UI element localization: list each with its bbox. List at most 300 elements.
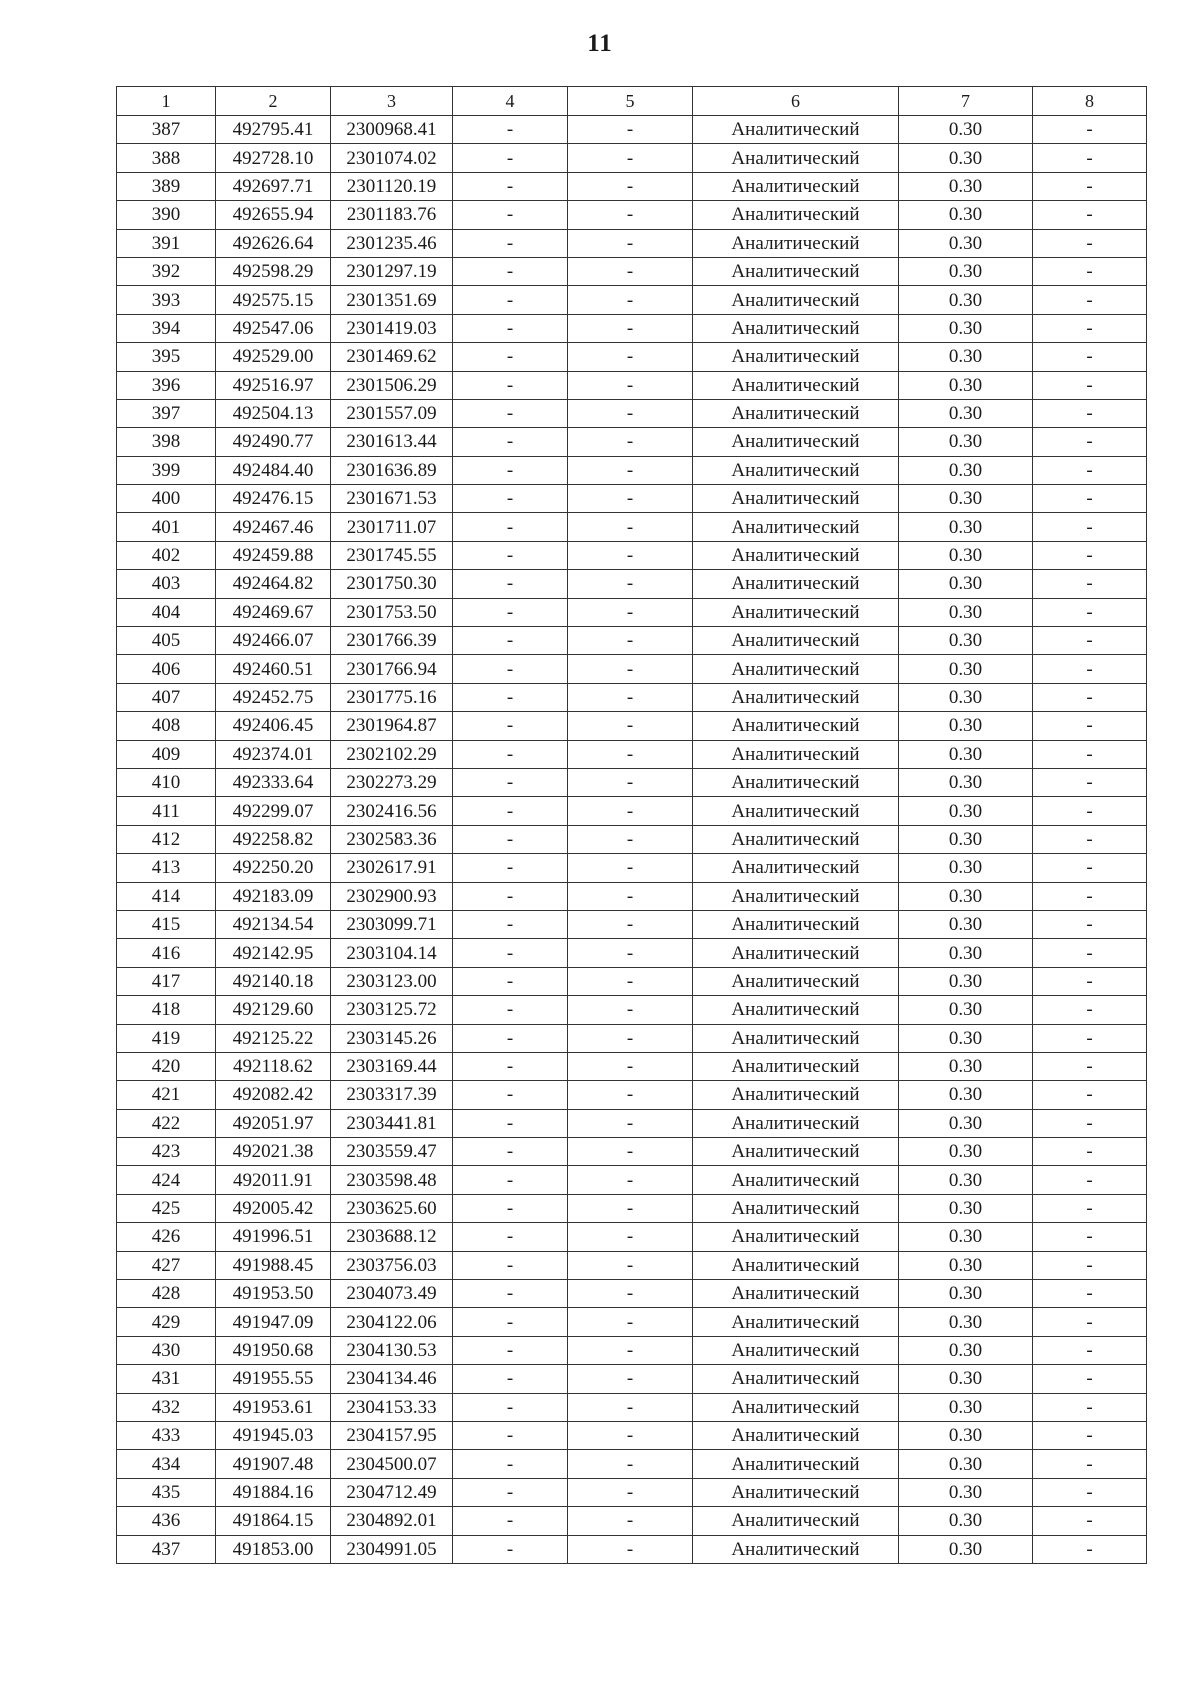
cell-accuracy: 0.30 <box>899 1421 1033 1449</box>
cell-method: Аналитический <box>693 343 899 371</box>
cell-coordinate-x: 492140.18 <box>216 967 331 995</box>
cell-coordinate-y: 2303441.81 <box>331 1109 453 1137</box>
cell-method: Аналитический <box>693 570 899 598</box>
cell-col-8-value: - <box>1033 768 1147 796</box>
cell-coordinate-x: 492504.13 <box>216 399 331 427</box>
header-row <box>117 87 1147 116</box>
table-row <box>117 371 1147 399</box>
cell-col-5-value: - <box>568 882 693 910</box>
cell-accuracy: 0.30 <box>899 144 1033 172</box>
cell-point-number: 396 <box>117 371 216 399</box>
cell-col-4-value: - <box>453 712 568 740</box>
table-row <box>117 655 1147 683</box>
cell-coordinate-y: 2303625.60 <box>331 1194 453 1222</box>
table-row <box>117 513 1147 541</box>
cell-col-8-value: - <box>1033 967 1147 995</box>
table-row <box>117 257 1147 285</box>
cell-col-4-value: - <box>453 1223 568 1251</box>
table-row <box>117 1223 1147 1251</box>
cell-coordinate-y: 2302273.29 <box>331 768 453 796</box>
cell-accuracy: 0.30 <box>899 399 1033 427</box>
cell-method: Аналитический <box>693 712 899 740</box>
cell-col-8-value: - <box>1033 1138 1147 1166</box>
table-row <box>117 1109 1147 1137</box>
table-row <box>117 1052 1147 1080</box>
table-row <box>117 456 1147 484</box>
cell-col-5-value: - <box>568 1109 693 1137</box>
cell-col-8-value: - <box>1033 371 1147 399</box>
cell-accuracy: 0.30 <box>899 314 1033 342</box>
cell-col-4-value: - <box>453 939 568 967</box>
cell-col-5-value: - <box>568 229 693 257</box>
cell-point-number: 401 <box>117 513 216 541</box>
cell-col-8-value: - <box>1033 399 1147 427</box>
table-row <box>117 229 1147 257</box>
cell-col-5-value: - <box>568 1535 693 1563</box>
cell-method: Аналитический <box>693 286 899 314</box>
cell-method: Аналитический <box>693 485 899 513</box>
cell-point-number: 393 <box>117 286 216 314</box>
cell-point-number: 397 <box>117 399 216 427</box>
cell-method: Аналитический <box>693 229 899 257</box>
cell-point-number: 404 <box>117 598 216 626</box>
cell-method: Аналитический <box>693 598 899 626</box>
cell-point-number: 417 <box>117 967 216 995</box>
cell-col-4-value: - <box>453 1280 568 1308</box>
cell-col-5-value: - <box>568 314 693 342</box>
cell-coordinate-x: 491950.68 <box>216 1336 331 1364</box>
cell-col-4-value: - <box>453 1251 568 1279</box>
cell-accuracy: 0.30 <box>899 797 1033 825</box>
cell-coordinate-y: 2302583.36 <box>331 825 453 853</box>
cell-method: Аналитический <box>693 1365 899 1393</box>
cell-col-5-value: - <box>568 939 693 967</box>
cell-coordinate-x: 491864.15 <box>216 1507 331 1535</box>
page-number: 11 <box>587 30 613 57</box>
cell-col-4-value: - <box>453 371 568 399</box>
cell-coordinate-x: 492134.54 <box>216 910 331 938</box>
cell-coordinate-x: 491945.03 <box>216 1421 331 1449</box>
cell-col-4-value: - <box>453 485 568 513</box>
cell-col-8-value: - <box>1033 882 1147 910</box>
cell-point-number: 430 <box>117 1336 216 1364</box>
cell-point-number: 414 <box>117 882 216 910</box>
cell-coordinate-y: 2301419.03 <box>331 314 453 342</box>
cell-col-5-value: - <box>568 1081 693 1109</box>
cell-col-4-value: - <box>453 201 568 229</box>
cell-col-5-value: - <box>568 598 693 626</box>
cell-coordinate-x: 492082.42 <box>216 1081 331 1109</box>
cell-method: Аналитический <box>693 1194 899 1222</box>
cell-method: Аналитический <box>693 1450 899 1478</box>
cell-coordinate-y: 2301297.19 <box>331 257 453 285</box>
cell-col-8-value: - <box>1033 1507 1147 1535</box>
cell-col-4-value: - <box>453 1393 568 1421</box>
cell-accuracy: 0.30 <box>899 1138 1033 1166</box>
cell-accuracy: 0.30 <box>899 655 1033 683</box>
cell-col-4-value: - <box>453 286 568 314</box>
cell-coordinate-x: 492183.09 <box>216 882 331 910</box>
cell-point-number: 419 <box>117 1024 216 1052</box>
cell-coordinate-x: 492142.95 <box>216 939 331 967</box>
cell-coordinate-x: 492299.07 <box>216 797 331 825</box>
cell-accuracy: 0.30 <box>899 1535 1033 1563</box>
cell-method: Аналитический <box>693 399 899 427</box>
cell-method: Аналитический <box>693 1280 899 1308</box>
table-row <box>117 1166 1147 1194</box>
cell-coordinate-x: 492464.82 <box>216 570 331 598</box>
cell-method: Аналитический <box>693 144 899 172</box>
table-row <box>117 1421 1147 1449</box>
cell-col-4-value: - <box>453 768 568 796</box>
cell-col-8-value: - <box>1033 116 1147 144</box>
cell-col-8-value: - <box>1033 201 1147 229</box>
column-header-4: 4 <box>453 87 568 116</box>
cell-method: Аналитический <box>693 967 899 995</box>
cell-col-8-value: - <box>1033 1280 1147 1308</box>
cell-coordinate-x: 491947.09 <box>216 1308 331 1336</box>
cell-point-number: 390 <box>117 201 216 229</box>
cell-col-5-value: - <box>568 627 693 655</box>
table-row <box>117 740 1147 768</box>
cell-col-4-value: - <box>453 1024 568 1052</box>
cell-point-number: 392 <box>117 257 216 285</box>
cell-col-4-value: - <box>453 1109 568 1137</box>
cell-point-number: 411 <box>117 797 216 825</box>
cell-col-8-value: - <box>1033 825 1147 853</box>
cell-col-5-value: - <box>568 797 693 825</box>
cell-method: Аналитический <box>693 541 899 569</box>
cell-accuracy: 0.30 <box>899 1081 1033 1109</box>
cell-accuracy: 0.30 <box>899 939 1033 967</box>
cell-method: Аналитический <box>693 1478 899 1506</box>
cell-method: Аналитический <box>693 1507 899 1535</box>
cell-method: Аналитический <box>693 1138 899 1166</box>
cell-coordinate-x: 492250.20 <box>216 854 331 882</box>
cell-coordinate-y: 2301183.76 <box>331 201 453 229</box>
cell-col-5-value: - <box>568 655 693 683</box>
cell-col-5-value: - <box>568 1393 693 1421</box>
cell-coordinate-x: 492452.75 <box>216 683 331 711</box>
cell-coordinate-y: 2301636.89 <box>331 456 453 484</box>
table-row <box>117 286 1147 314</box>
cell-col-5-value: - <box>568 1308 693 1336</box>
cell-point-number: 424 <box>117 1166 216 1194</box>
table-row <box>117 967 1147 995</box>
cell-col-5-value: - <box>568 768 693 796</box>
table-row <box>117 1478 1147 1506</box>
cell-coordinate-y: 2302102.29 <box>331 740 453 768</box>
cell-point-number: 437 <box>117 1535 216 1563</box>
cell-col-8-value: - <box>1033 1308 1147 1336</box>
cell-method: Аналитический <box>693 740 899 768</box>
cell-accuracy: 0.30 <box>899 910 1033 938</box>
cell-col-4-value: - <box>453 513 568 541</box>
cell-accuracy: 0.30 <box>899 768 1033 796</box>
cell-point-number: 387 <box>117 116 216 144</box>
cell-point-number: 432 <box>117 1393 216 1421</box>
cell-accuracy: 0.30 <box>899 456 1033 484</box>
cell-coordinate-y: 2301671.53 <box>331 485 453 513</box>
cell-col-4-value: - <box>453 456 568 484</box>
table-row <box>117 996 1147 1024</box>
cell-col-8-value: - <box>1033 655 1147 683</box>
cell-col-4-value: - <box>453 428 568 456</box>
cell-point-number: 412 <box>117 825 216 853</box>
cell-col-4-value: - <box>453 541 568 569</box>
cell-col-8-value: - <box>1033 485 1147 513</box>
cell-accuracy: 0.30 <box>899 996 1033 1024</box>
table-row <box>117 1450 1147 1478</box>
cell-col-4-value: - <box>453 1194 568 1222</box>
cell-point-number: 408 <box>117 712 216 740</box>
table-row <box>117 399 1147 427</box>
cell-accuracy: 0.30 <box>899 541 1033 569</box>
cell-col-5-value: - <box>568 1450 693 1478</box>
cell-col-5-value: - <box>568 1052 693 1080</box>
cell-method: Аналитический <box>693 1166 899 1194</box>
cell-point-number: 405 <box>117 627 216 655</box>
cell-coordinate-y: 2303169.44 <box>331 1052 453 1080</box>
cell-point-number: 400 <box>117 485 216 513</box>
cell-col-5-value: - <box>568 854 693 882</box>
cell-coordinate-y: 2304073.49 <box>331 1280 453 1308</box>
cell-coordinate-y: 2304892.01 <box>331 1507 453 1535</box>
cell-col-5-value: - <box>568 996 693 1024</box>
cell-col-8-value: - <box>1033 1365 1147 1393</box>
cell-coordinate-x: 492476.15 <box>216 485 331 513</box>
cell-method: Аналитический <box>693 172 899 200</box>
cell-method: Аналитический <box>693 201 899 229</box>
cell-col-8-value: - <box>1033 1336 1147 1364</box>
cell-col-8-value: - <box>1033 286 1147 314</box>
cell-col-4-value: - <box>453 854 568 882</box>
cell-method: Аналитический <box>693 910 899 938</box>
cell-col-8-value: - <box>1033 939 1147 967</box>
cell-col-8-value: - <box>1033 1450 1147 1478</box>
cell-col-8-value: - <box>1033 854 1147 882</box>
cell-point-number: 418 <box>117 996 216 1024</box>
table-row <box>117 825 1147 853</box>
cell-method: Аналитический <box>693 428 899 456</box>
cell-coordinate-x: 491953.50 <box>216 1280 331 1308</box>
cell-point-number: 389 <box>117 172 216 200</box>
cell-method: Аналитический <box>693 768 899 796</box>
cell-accuracy: 0.30 <box>899 1223 1033 1251</box>
cell-col-8-value: - <box>1033 144 1147 172</box>
cell-method: Аналитический <box>693 1109 899 1137</box>
cell-coordinate-y: 2301613.44 <box>331 428 453 456</box>
cell-method: Аналитический <box>693 1393 899 1421</box>
table-row <box>117 144 1147 172</box>
cell-col-8-value: - <box>1033 627 1147 655</box>
cell-accuracy: 0.30 <box>899 570 1033 598</box>
cell-col-5-value: - <box>568 371 693 399</box>
cell-col-4-value: - <box>453 683 568 711</box>
column-header-6: 6 <box>693 87 899 116</box>
cell-point-number: 422 <box>117 1109 216 1137</box>
table-row <box>117 201 1147 229</box>
cell-coordinate-x: 492529.00 <box>216 343 331 371</box>
cell-coordinate-y: 2301711.07 <box>331 513 453 541</box>
cell-coordinate-x: 492258.82 <box>216 825 331 853</box>
cell-method: Аналитический <box>693 797 899 825</box>
cell-col-4-value: - <box>453 229 568 257</box>
cell-point-number: 413 <box>117 854 216 882</box>
table-row <box>117 1138 1147 1166</box>
cell-coordinate-x: 492051.97 <box>216 1109 331 1137</box>
cell-col-8-value: - <box>1033 1052 1147 1080</box>
cell-method: Аналитический <box>693 116 899 144</box>
cell-col-5-value: - <box>568 257 693 285</box>
cell-col-4-value: - <box>453 740 568 768</box>
cell-col-8-value: - <box>1033 343 1147 371</box>
cell-coordinate-y: 2301351.69 <box>331 286 453 314</box>
cell-accuracy: 0.30 <box>899 1280 1033 1308</box>
cell-coordinate-y: 2301964.87 <box>331 712 453 740</box>
cell-point-number: 416 <box>117 939 216 967</box>
cell-coordinate-y: 2304991.05 <box>331 1535 453 1563</box>
cell-col-8-value: - <box>1033 1024 1147 1052</box>
cell-coordinate-y: 2301775.16 <box>331 683 453 711</box>
cell-point-number: 433 <box>117 1421 216 1449</box>
cell-accuracy: 0.30 <box>899 1024 1033 1052</box>
cell-col-8-value: - <box>1033 172 1147 200</box>
cell-col-8-value: - <box>1033 456 1147 484</box>
cell-col-4-value: - <box>453 1052 568 1080</box>
cell-coordinate-y: 2303559.47 <box>331 1138 453 1166</box>
cell-method: Аналитический <box>693 371 899 399</box>
cell-point-number: 388 <box>117 144 216 172</box>
cell-col-8-value: - <box>1033 740 1147 768</box>
cell-col-5-value: - <box>568 201 693 229</box>
cell-col-4-value: - <box>453 1081 568 1109</box>
cell-accuracy: 0.30 <box>899 485 1033 513</box>
cell-coordinate-y: 2301469.62 <box>331 343 453 371</box>
cell-col-4-value: - <box>453 1478 568 1506</box>
cell-coordinate-y: 2303598.48 <box>331 1166 453 1194</box>
table-row <box>117 1251 1147 1279</box>
cell-col-4-value: - <box>453 655 568 683</box>
cell-col-8-value: - <box>1033 257 1147 285</box>
cell-coordinate-y: 2300968.41 <box>331 116 453 144</box>
cell-method: Аналитический <box>693 257 899 285</box>
cell-col-8-value: - <box>1033 1251 1147 1279</box>
table-row <box>117 428 1147 456</box>
table-row <box>117 712 1147 740</box>
cell-col-8-value: - <box>1033 428 1147 456</box>
cell-col-4-value: - <box>453 343 568 371</box>
cell-method: Аналитический <box>693 655 899 683</box>
cell-col-4-value: - <box>453 116 568 144</box>
cell-col-4-value: - <box>453 996 568 1024</box>
cell-col-4-value: - <box>453 399 568 427</box>
cell-coordinate-x: 492459.88 <box>216 541 331 569</box>
cell-coordinate-y: 2301557.09 <box>331 399 453 427</box>
cell-col-5-value: - <box>568 1365 693 1393</box>
cell-col-5-value: - <box>568 456 693 484</box>
cell-method: Аналитический <box>693 1052 899 1080</box>
cell-col-5-value: - <box>568 513 693 541</box>
cell-accuracy: 0.30 <box>899 683 1033 711</box>
cell-coordinate-y: 2301766.94 <box>331 655 453 683</box>
table-row <box>117 1535 1147 1563</box>
cell-accuracy: 0.30 <box>899 1109 1033 1137</box>
cell-point-number: 410 <box>117 768 216 796</box>
cell-col-5-value: - <box>568 570 693 598</box>
cell-col-8-value: - <box>1033 996 1147 1024</box>
cell-col-8-value: - <box>1033 910 1147 938</box>
cell-coordinate-y: 2301120.19 <box>331 172 453 200</box>
cell-col-4-value: - <box>453 627 568 655</box>
cell-accuracy: 0.30 <box>899 201 1033 229</box>
cell-accuracy: 0.30 <box>899 1507 1033 1535</box>
cell-method: Аналитический <box>693 1223 899 1251</box>
cell-col-4-value: - <box>453 1421 568 1449</box>
cell-col-8-value: - <box>1033 683 1147 711</box>
cell-point-number: 395 <box>117 343 216 371</box>
cell-method: Аналитический <box>693 882 899 910</box>
cell-coordinate-x: 492516.97 <box>216 371 331 399</box>
cell-method: Аналитический <box>693 939 899 967</box>
cell-method: Аналитический <box>693 627 899 655</box>
table-row <box>117 768 1147 796</box>
table-row <box>117 172 1147 200</box>
cell-coordinate-y: 2304500.07 <box>331 1450 453 1478</box>
cell-method: Аналитический <box>693 1308 899 1336</box>
cell-coordinate-y: 2303756.03 <box>331 1251 453 1279</box>
cell-col-4-value: - <box>453 1507 568 1535</box>
table-row <box>117 1393 1147 1421</box>
cell-col-8-value: - <box>1033 1393 1147 1421</box>
cell-coordinate-x: 492005.42 <box>216 1194 331 1222</box>
cell-coordinate-x: 492118.62 <box>216 1052 331 1080</box>
cell-col-4-value: - <box>453 172 568 200</box>
cell-col-5-value: - <box>568 1223 693 1251</box>
cell-coordinate-x: 492406.45 <box>216 712 331 740</box>
cell-point-number: 428 <box>117 1280 216 1308</box>
cell-point-number: 403 <box>117 570 216 598</box>
cell-method: Аналитический <box>693 1421 899 1449</box>
cell-accuracy: 0.30 <box>899 257 1033 285</box>
cell-accuracy: 0.30 <box>899 1052 1033 1080</box>
table-row <box>117 854 1147 882</box>
cell-col-5-value: - <box>568 1280 693 1308</box>
cell-coordinate-x: 492011.91 <box>216 1166 331 1194</box>
cell-col-8-value: - <box>1033 1081 1147 1109</box>
cell-col-8-value: - <box>1033 1194 1147 1222</box>
cell-accuracy: 0.30 <box>899 286 1033 314</box>
cell-col-5-value: - <box>568 1507 693 1535</box>
cell-point-number: 415 <box>117 910 216 938</box>
table-row <box>117 343 1147 371</box>
cell-method: Аналитический <box>693 456 899 484</box>
cell-method: Аналитический <box>693 513 899 541</box>
cell-accuracy: 0.30 <box>899 116 1033 144</box>
cell-col-5-value: - <box>568 910 693 938</box>
cell-coordinate-x: 491988.45 <box>216 1251 331 1279</box>
cell-accuracy: 0.30 <box>899 854 1033 882</box>
cell-accuracy: 0.30 <box>899 371 1033 399</box>
cell-col-5-value: - <box>568 967 693 995</box>
cell-accuracy: 0.30 <box>899 1194 1033 1222</box>
cell-col-8-value: - <box>1033 712 1147 740</box>
cell-coordinate-x: 492333.64 <box>216 768 331 796</box>
cell-accuracy: 0.30 <box>899 740 1033 768</box>
cell-accuracy: 0.30 <box>899 1393 1033 1421</box>
cell-point-number: 402 <box>117 541 216 569</box>
column-header-5: 5 <box>568 87 693 116</box>
